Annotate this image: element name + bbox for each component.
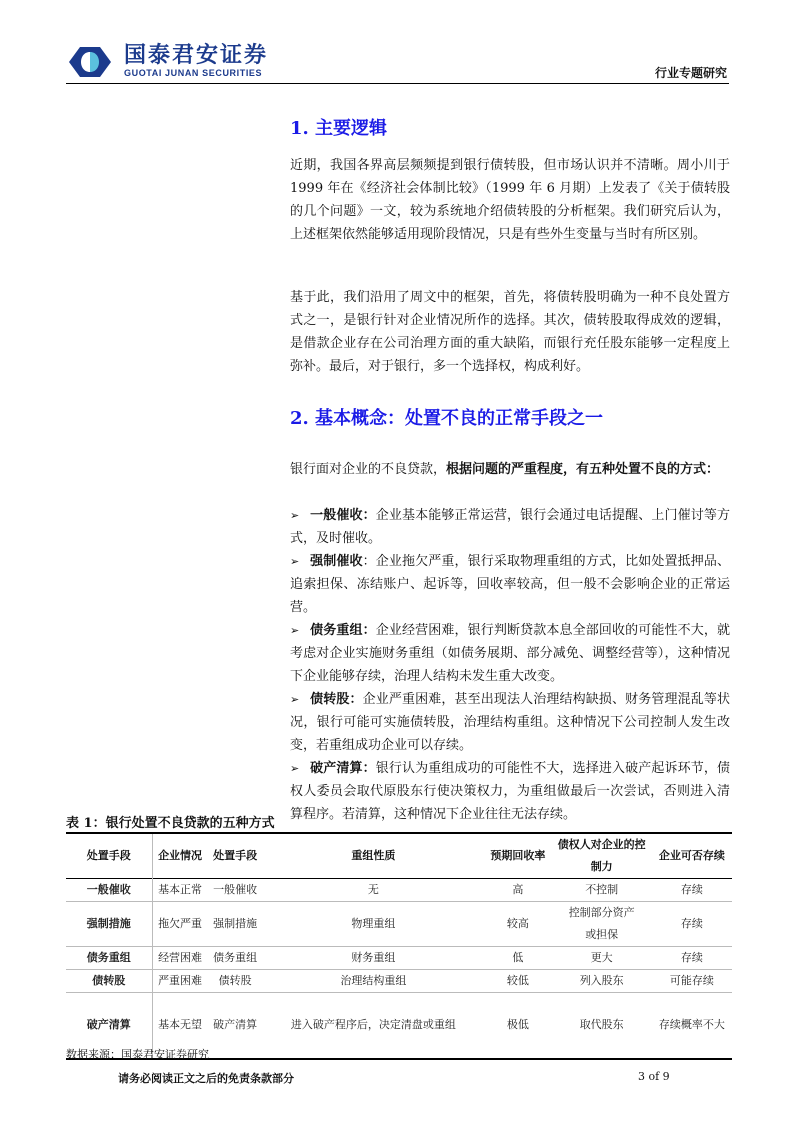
list-item-general-collection bbox=[290, 504, 730, 550]
column-header: 处置手段 bbox=[213, 849, 258, 862]
report-type-label: 行业专题研究 bbox=[654, 66, 727, 80]
page-header bbox=[66, 40, 729, 84]
table-row bbox=[66, 879, 732, 902]
list-item-text: 企业严重困难，甚至出现法人治理结构缺损、财务管理混乱等状况，银行可能可实施债转股，治理结构重组。这种情况下公司控制人发生改变，若重组成功企业可以存续。 bbox=[290, 692, 730, 753]
intro-plain-text: 银行面对企业的不良贷款， bbox=[290, 462, 447, 477]
disposal-method-list bbox=[290, 504, 730, 826]
section-2-heading: 2. 基本概念：处置不良的正常手段之一 bbox=[290, 408, 604, 429]
table-cell: 取代股东 bbox=[579, 1018, 624, 1032]
table-cell: 破产清算 bbox=[66, 993, 152, 1059]
table-cell: 债务重组 bbox=[66, 947, 152, 970]
table-cell: 较高 bbox=[506, 917, 529, 930]
table-cell: 一般催收 bbox=[66, 879, 152, 902]
table-row bbox=[66, 970, 732, 993]
column-header: 企业可否存续 bbox=[658, 849, 725, 862]
table-cell: 强制措施 bbox=[213, 917, 258, 930]
table-cell: 基本正常 bbox=[158, 883, 203, 896]
table-title: 表 1：银行处置不良贷款的五种方式 bbox=[66, 816, 275, 831]
table-cell: 经营困难 bbox=[158, 951, 203, 964]
table-cell: 存续 bbox=[680, 951, 703, 964]
table-cell: 列入股东 bbox=[579, 974, 624, 987]
column-header: 企业情况 bbox=[158, 849, 203, 862]
table-row bbox=[66, 947, 732, 970]
disclaimer-notice: 请务必阅读正文之后的免责条款部分 bbox=[118, 1072, 294, 1085]
table-header-row bbox=[66, 833, 732, 879]
table-row bbox=[66, 902, 732, 947]
intro-bold-text: 根据问题的严重程度，有五种处置不良的方式： bbox=[446, 462, 720, 477]
table-cell: 财务重组 bbox=[351, 951, 396, 964]
table-cell: 较低 bbox=[506, 974, 529, 987]
section-2-intro bbox=[290, 458, 730, 481]
list-item-forced-collection bbox=[290, 550, 730, 619]
table-cell: 高 bbox=[512, 883, 524, 896]
header-divider bbox=[66, 83, 729, 84]
table-cell: 极低 bbox=[506, 1018, 529, 1032]
table-cell: 严重困难 bbox=[158, 974, 203, 987]
list-item-text: 企业基本能够正常运营，银行会通过电话提醒、上门催讨等方式，及时催收。 bbox=[290, 508, 730, 546]
table-cell: 物理重组 bbox=[351, 917, 396, 930]
arrow-bullet-icon: ➢ bbox=[290, 693, 300, 706]
column-header: 处置手段 bbox=[66, 833, 152, 879]
table-cell: 控制部分资产或担保 bbox=[568, 906, 635, 941]
table-source-note: 数据来源：国泰君安证券研究 bbox=[66, 1048, 209, 1061]
arrow-bullet-icon: ➢ bbox=[290, 555, 300, 568]
section-1-paragraph-2: 基于此，我们沿用了周文中的框架，首先，将债转股明确为一种不良处置方式之一，是银行针对企业情况所作的选择。其次，债转股取得成效的逻辑，是借款企业存在公司治理方面的重大缺陷，而银行充任股东能够一定程度上弥补。最后，对于银行，多一个选择权，构成利好。 bbox=[290, 290, 730, 374]
list-item-text: 银行认为重组成功的可能性不大，选择进入破产起诉环节，债权人委员会取代原股东行使决策权力，为重组做最后一次尝试，否则进入清算程序。若清算，这种情况下企业往往无法存续。 bbox=[290, 761, 730, 822]
table-cell: 不控制 bbox=[585, 883, 619, 896]
page-number: 3 of 9 bbox=[638, 1070, 670, 1083]
section-1-heading: 1. 主要逻辑 bbox=[290, 118, 388, 139]
logo-english-name: GUOTAI JUNAN SECURITIES bbox=[124, 68, 263, 78]
table-cell: 破产清算 bbox=[213, 1018, 258, 1032]
table-cell: 治理结构重组 bbox=[340, 974, 407, 987]
column-header: 预期回收率 bbox=[490, 849, 546, 862]
column-header: 债权人对企业的控制力 bbox=[557, 838, 646, 873]
list-item-term: 债务重组： bbox=[310, 623, 376, 638]
column-header: 重组性质 bbox=[351, 849, 396, 862]
logo-icon bbox=[68, 46, 112, 78]
arrow-bullet-icon: ➢ bbox=[290, 509, 300, 522]
arrow-bullet-icon: ➢ bbox=[290, 624, 300, 637]
table-cell: 债转股 bbox=[66, 970, 152, 993]
table-cell: 债转股 bbox=[218, 974, 252, 987]
section-1-paragraph-1: 近期，我国各界高层频频提到银行债转股，但市场认识并不清晰。周小川于 1999 年在《经济社会体制比较》（1999 年 6 月期）上发表了《关于债转股的几个问题》一文，较为系统地介绍债转股的分析框架。我们研究后认为，上述框架依然能够适用现阶段情况，只是有些外生变量与当时有所区别。 bbox=[290, 158, 730, 242]
table-cell: 低 bbox=[512, 951, 524, 964]
disposal-methods-table bbox=[66, 832, 732, 1060]
list-item-debt-restructuring bbox=[290, 619, 730, 688]
list-item-term: 强制催收 bbox=[310, 554, 363, 569]
table-cell: 无 bbox=[367, 883, 379, 896]
list-item-term: 债转股： bbox=[310, 692, 363, 707]
table-cell: 存续 bbox=[680, 883, 703, 896]
table-cell: 进入破产程序后，决定清盘或重组 bbox=[290, 1018, 456, 1032]
list-item-term: 破产清算： bbox=[310, 761, 376, 776]
list-item-debt-to-equity bbox=[290, 688, 730, 757]
logo-chinese-name: 国泰君安证券 bbox=[124, 43, 269, 68]
company-logo bbox=[68, 44, 268, 79]
table-cell: 债务重组 bbox=[213, 951, 258, 964]
table-cell: 拖欠严重 bbox=[158, 917, 203, 930]
table-cell: 存续 bbox=[680, 917, 703, 930]
list-item-text: 企业经营困难，银行判断贷款本息全部回收的可能性不大，就考虑对企业实施财务重组（如债务展期、部分减免、调整经营等），这种情况下企业能够存续，治理人结构未发生重大改变。 bbox=[290, 623, 730, 684]
table-cell: 可能存续 bbox=[669, 974, 714, 987]
list-item-bankruptcy-liquidation bbox=[290, 757, 730, 826]
arrow-bullet-icon: ➢ bbox=[290, 762, 300, 775]
table-cell: 更大 bbox=[590, 951, 613, 964]
table-cell: 一般催收 bbox=[213, 883, 258, 896]
table-cell: 存续概率不大 bbox=[658, 1018, 725, 1032]
table-cell: 强制措施 bbox=[66, 902, 152, 947]
table-cell: 基本无望 bbox=[158, 1018, 203, 1032]
list-item-term: 一般催收： bbox=[310, 508, 376, 523]
list-item-text: ：企业拖欠严重，银行采取物理重组的方式，比如处置抵押品、追索担保、冻结账户、起诉等，回收率较高，但一般不会影响企业的正常运营。 bbox=[290, 554, 730, 615]
